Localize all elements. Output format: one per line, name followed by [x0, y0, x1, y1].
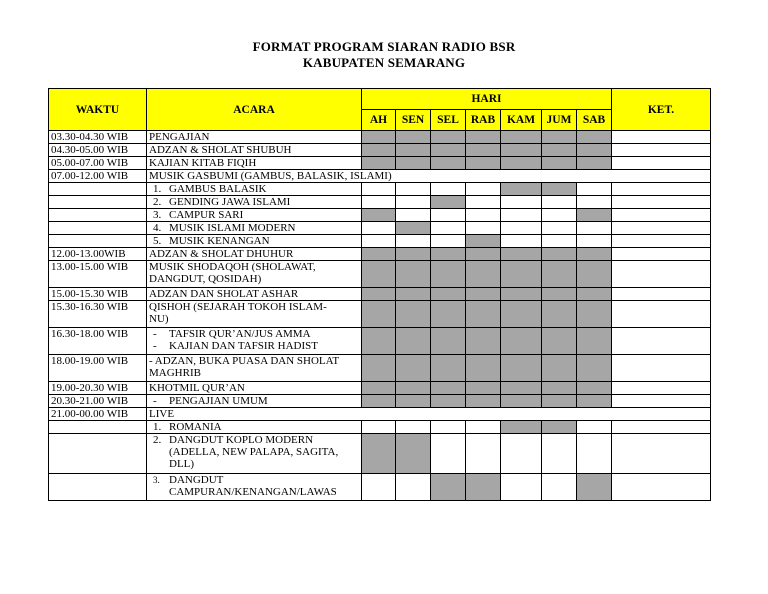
table-row — [49, 183, 711, 196]
day-cell-ah — [362, 355, 396, 382]
item-number: 1. — [153, 421, 162, 433]
time-cell — [49, 474, 147, 501]
program-text: MUSIK ISLAMI MODERN — [169, 222, 296, 234]
day-cell-jum — [542, 157, 577, 170]
day-cell-ah — [362, 434, 396, 474]
day-cell-sen — [396, 209, 431, 222]
day-cell-sel — [431, 395, 466, 408]
program-cell — [147, 382, 362, 395]
time-cell: 04.30-05.00 WIB — [49, 144, 147, 157]
day-cell-sab — [577, 235, 612, 248]
day-cell-jum — [542, 235, 577, 248]
program-text: NU) — [149, 313, 169, 325]
program-line — [149, 355, 359, 367]
day-cell-kam — [501, 209, 542, 222]
program-line — [149, 235, 359, 247]
header-day-sen: SEN — [396, 110, 431, 131]
document-subtitle: KABUPATEN SEMARANG — [302, 55, 466, 70]
day-cell-jum — [542, 196, 577, 209]
day-cell-rab — [466, 222, 501, 235]
table-row — [49, 328, 711, 355]
table-row — [49, 248, 711, 261]
day-cell-ah — [362, 474, 396, 501]
day-cell-jum — [542, 222, 577, 235]
program-line — [149, 144, 359, 156]
table-row — [49, 222, 711, 235]
day-cell-sen — [396, 157, 431, 170]
table-row — [49, 301, 711, 328]
table-row — [49, 408, 711, 421]
day-cell-rab — [466, 395, 501, 408]
day-cell-jum — [542, 288, 577, 301]
day-cell-rab — [466, 382, 501, 395]
day-cell-sel — [431, 144, 466, 157]
day-cell-sel — [431, 328, 466, 355]
program-text: MUSIK SHODAQOH (SHOLAWAT, — [149, 261, 316, 273]
time-cell — [49, 421, 147, 434]
day-cell-ah — [362, 196, 396, 209]
day-cell-sab — [577, 434, 612, 474]
day-cell-kam — [501, 355, 542, 382]
day-cell-sel — [431, 209, 466, 222]
program-text: KHOTMIL QUR’AN — [149, 382, 245, 394]
day-cell-sel — [431, 131, 466, 144]
program-cell — [147, 183, 362, 196]
day-cell-sel — [431, 235, 466, 248]
program-cell — [147, 474, 362, 501]
ket-cell — [612, 183, 711, 196]
ket-cell — [612, 144, 711, 157]
day-cell-ah — [362, 301, 396, 328]
day-cell-rab — [466, 355, 501, 382]
day-cell-sel — [431, 301, 466, 328]
day-cell-sen — [396, 355, 431, 382]
program-text: ADZAN & SHOLAT SHUBUH — [149, 144, 292, 156]
program-line — [149, 222, 359, 234]
day-cell-ah — [362, 382, 396, 395]
day-cell-sel — [431, 421, 466, 434]
program-line — [149, 474, 359, 486]
ket-cell — [612, 288, 711, 301]
program-text: MUSIK KENANGAN — [169, 235, 270, 247]
program-text: DANGDUT KOPLO MODERN — [169, 434, 314, 446]
day-cell-sab — [577, 421, 612, 434]
day-cell-sel — [431, 382, 466, 395]
day-cell-sab — [577, 144, 612, 157]
program-line — [149, 196, 359, 208]
day-cell-kam — [501, 131, 542, 144]
program-line — [149, 313, 359, 325]
day-cell-jum — [542, 434, 577, 474]
program-text: ADZAN DAN SHOLAT ASHAR — [149, 288, 299, 300]
ket-cell — [612, 196, 711, 209]
day-cell-sab — [577, 131, 612, 144]
time-cell: 13.00-15.00 WIB — [49, 261, 147, 288]
day-cell-sab — [577, 222, 612, 235]
time-cell: 03.30-04.30 WIB — [49, 131, 147, 144]
day-cell-kam — [501, 157, 542, 170]
day-cell-sen — [396, 131, 431, 144]
item-number: 2. — [153, 434, 162, 446]
ket-cell — [612, 261, 711, 288]
program-text: GENDING JAWA ISLAMI — [169, 196, 291, 208]
program-line — [149, 421, 359, 433]
day-cell-kam — [501, 474, 542, 501]
day-cell-kam — [501, 261, 542, 288]
program-cell — [147, 288, 362, 301]
day-cell-rab — [466, 157, 501, 170]
day-cell-kam — [501, 421, 542, 434]
day-cell-sab — [577, 209, 612, 222]
day-cell-rab — [466, 144, 501, 157]
day-cell-sel — [431, 434, 466, 474]
item-number: 2. — [153, 196, 162, 208]
ket-cell — [612, 328, 711, 355]
day-cell-ah — [362, 235, 396, 248]
program-text: TAFSIR QUR’AN/JUS AMMA — [169, 328, 311, 340]
program-line: - PENGAJIAN UMUM — [153, 395, 268, 407]
ket-cell — [612, 382, 711, 395]
time-cell — [49, 222, 147, 235]
program-line — [149, 458, 359, 470]
day-cell-sab — [577, 395, 612, 408]
program-line — [149, 486, 359, 498]
program-text: KAJIAN DAN TAFSIR HADIST — [169, 340, 318, 352]
day-cell-kam — [501, 235, 542, 248]
day-cell-rab — [466, 131, 501, 144]
day-cell-rab — [466, 261, 501, 288]
table-row — [49, 157, 711, 170]
day-cell-ah — [362, 421, 396, 434]
table-row — [49, 235, 711, 248]
program-text: DANGDUT — [169, 474, 224, 486]
day-cell-ah — [362, 183, 396, 196]
program-text: DANGDUT, QOSIDAH) — [149, 273, 262, 285]
table-row — [49, 382, 711, 395]
program-cell — [147, 355, 362, 382]
ket-cell — [612, 355, 711, 382]
day-cell-sen — [396, 474, 431, 501]
time-cell — [49, 183, 147, 196]
day-cell-ah — [362, 328, 396, 355]
time-cell: 12.00-13.00WIB — [49, 248, 147, 261]
day-cell-rab — [466, 183, 501, 196]
day-cell-rab — [466, 434, 501, 474]
program-line — [149, 157, 359, 169]
day-cell-ah — [362, 209, 396, 222]
program-cell — [147, 395, 362, 408]
ket-cell — [612, 248, 711, 261]
day-cell-ah — [362, 157, 396, 170]
program-line — [149, 446, 359, 458]
program-cell — [147, 421, 362, 434]
header-day-rab: RAB — [466, 110, 501, 131]
program-line — [149, 131, 359, 143]
table-row — [49, 421, 711, 434]
time-cell: 15.00-15.30 WIB — [49, 288, 147, 301]
table-row — [49, 144, 711, 157]
day-cell-sab — [577, 261, 612, 288]
table-row — [49, 170, 711, 183]
item-number: 4. — [153, 222, 162, 234]
program-line — [149, 273, 359, 285]
day-cell-sel — [431, 183, 466, 196]
day-cell-sel — [431, 355, 466, 382]
program-text: KAJIAN KITAB FIQIH — [149, 157, 257, 169]
time-cell: 05.00-07.00 WIB — [49, 157, 147, 170]
day-cell-kam — [501, 382, 542, 395]
day-cell-jum — [542, 395, 577, 408]
time-cell — [49, 209, 147, 222]
day-cell-rab — [466, 301, 501, 328]
day-cell-sab — [577, 196, 612, 209]
day-cell-sel — [431, 196, 466, 209]
day-cell-rab — [466, 196, 501, 209]
day-cell-rab — [466, 474, 501, 501]
ket-cell — [612, 395, 711, 408]
day-cell-rab — [466, 288, 501, 301]
program-cell — [147, 235, 362, 248]
ket-cell — [612, 301, 711, 328]
day-cell-kam — [501, 328, 542, 355]
day-cell-sen — [396, 328, 431, 355]
table-row — [49, 434, 711, 474]
day-cell-jum — [542, 382, 577, 395]
day-cell-sel — [431, 222, 466, 235]
day-cell-sen — [396, 288, 431, 301]
day-cell-sel — [431, 157, 466, 170]
item-number: 3. — [153, 475, 160, 485]
day-cell-ah — [362, 144, 396, 157]
day-cell-sen — [396, 421, 431, 434]
program-text: MAGHRIB — [149, 367, 201, 379]
ket-cell — [612, 131, 711, 144]
ket-cell — [612, 474, 711, 501]
schedule-table — [48, 88, 711, 501]
day-cell-kam — [501, 144, 542, 157]
day-cell-rab — [466, 235, 501, 248]
header-day-kam: KAM — [501, 110, 542, 131]
program-cell — [147, 196, 362, 209]
program-line — [149, 183, 359, 195]
day-cell-kam — [501, 288, 542, 301]
ket-cell — [612, 235, 711, 248]
day-cell-sen — [396, 261, 431, 288]
program-line: - KAJIAN DAN TAFSIR HADIST — [153, 340, 318, 352]
program-text: MUSIK GASBUMI (GAMBUS, BALASIK, ISLAMI) — [149, 170, 392, 182]
program-line — [149, 288, 359, 300]
header-waktu: WAKTU — [49, 89, 147, 131]
ket-cell — [612, 222, 711, 235]
program-line — [149, 408, 708, 420]
program-line — [149, 261, 359, 273]
program-cell — [147, 209, 362, 222]
time-cell — [49, 434, 147, 474]
program-cell — [147, 434, 362, 474]
program-text: QISHOH (SEJARAH TOKOH ISLAM- — [149, 301, 327, 313]
time-cell: 18.00-19.00 WIB — [49, 355, 147, 382]
time-cell: 20.30-21.00 WIB — [49, 395, 147, 408]
program-line — [149, 382, 359, 394]
ket-cell — [612, 421, 711, 434]
time-cell — [49, 196, 147, 209]
day-cell-kam — [501, 301, 542, 328]
day-cell-kam — [501, 395, 542, 408]
program-line — [149, 248, 359, 260]
day-cell-jum — [542, 261, 577, 288]
day-cell-jum — [542, 355, 577, 382]
day-cell-rab — [466, 248, 501, 261]
day-cell-sab — [577, 328, 612, 355]
day-cell-sel — [431, 261, 466, 288]
program-cell — [147, 157, 362, 170]
day-cell-sab — [577, 288, 612, 301]
program-cell — [147, 170, 711, 183]
header-day-jum: JUM — [542, 110, 577, 131]
day-cell-sen — [396, 222, 431, 235]
item-number: 1. — [153, 183, 162, 195]
header-hari: HARI — [362, 89, 612, 110]
header-day-ah: AH — [362, 110, 396, 131]
program-text: DLL) — [169, 458, 195, 470]
day-cell-sel — [431, 474, 466, 501]
program-cell — [147, 222, 362, 235]
day-cell-kam — [501, 196, 542, 209]
program-text: ADZAN & SHOLAT DHUHUR — [149, 248, 294, 260]
ket-cell — [612, 209, 711, 222]
table-row — [49, 209, 711, 222]
table-row — [49, 261, 711, 288]
program-cell — [147, 408, 711, 421]
day-cell-kam — [501, 222, 542, 235]
day-cell-sab — [577, 248, 612, 261]
time-cell: 15.30-16.30 WIB — [49, 301, 147, 328]
day-cell-sen — [396, 434, 431, 474]
program-text: ROMANIA — [169, 421, 222, 433]
day-cell-jum — [542, 131, 577, 144]
day-cell-rab — [466, 328, 501, 355]
day-cell-jum — [542, 474, 577, 501]
table-row — [49, 196, 711, 209]
program-cell — [147, 131, 362, 144]
day-cell-sen — [396, 382, 431, 395]
day-cell-sab — [577, 474, 612, 501]
day-cell-sel — [431, 288, 466, 301]
header-acara: ACARA — [147, 89, 362, 131]
day-cell-ah — [362, 222, 396, 235]
header-ket: KET. — [612, 89, 711, 131]
program-line — [149, 367, 359, 379]
day-cell-sel — [431, 248, 466, 261]
program-text: - ADZAN, BUKA PUASA DAN SHOLAT — [149, 355, 340, 367]
table-row — [49, 288, 711, 301]
document-title: FORMAT PROGRAM SIARAN RADIO BSR — [252, 39, 516, 54]
time-cell: 21.00-00.00 WIB — [49, 408, 147, 421]
day-cell-sen — [396, 248, 431, 261]
day-cell-jum — [542, 144, 577, 157]
day-cell-sen — [396, 183, 431, 196]
time-cell: 07.00-12.00 WIB — [49, 170, 147, 183]
day-cell-sen — [396, 301, 431, 328]
day-cell-sab — [577, 157, 612, 170]
ket-cell — [612, 157, 711, 170]
program-cell — [147, 261, 362, 288]
program-text: CAMPUR SARI — [169, 209, 244, 221]
day-cell-jum — [542, 328, 577, 355]
day-cell-sen — [396, 235, 431, 248]
day-cell-kam — [501, 434, 542, 474]
program-text: PENGAJIAN UMUM — [169, 395, 268, 407]
time-cell — [49, 235, 147, 248]
program-text: GAMBUS BALASIK — [169, 183, 267, 195]
day-cell-sen — [396, 144, 431, 157]
table-row — [49, 355, 711, 382]
day-cell-kam — [501, 248, 542, 261]
program-line — [149, 209, 359, 221]
day-cell-sen — [396, 395, 431, 408]
program-text: PENGAJIAN — [149, 131, 210, 143]
program-text: LIVE — [149, 408, 175, 420]
day-cell-ah — [362, 248, 396, 261]
time-cell: 19.00-20.30 WIB — [49, 382, 147, 395]
day-cell-sab — [577, 355, 612, 382]
program-line — [149, 170, 708, 182]
day-cell-ah — [362, 261, 396, 288]
time-cell: 16.30-18.00 WIB — [49, 328, 147, 355]
program-cell — [147, 301, 362, 328]
day-cell-ah — [362, 395, 396, 408]
day-cell-sab — [577, 301, 612, 328]
day-cell-jum — [542, 248, 577, 261]
ket-cell — [612, 434, 711, 474]
day-cell-jum — [542, 209, 577, 222]
day-cell-jum — [542, 301, 577, 328]
item-number: 5. — [153, 235, 162, 247]
program-cell — [147, 248, 362, 261]
table-row — [49, 131, 711, 144]
day-cell-jum — [542, 421, 577, 434]
program-cell — [147, 328, 362, 355]
day-cell-sab — [577, 382, 612, 395]
program-cell — [147, 144, 362, 157]
table-row — [49, 474, 711, 501]
day-cell-kam — [501, 183, 542, 196]
item-number: 3. — [153, 209, 162, 221]
day-cell-sab — [577, 183, 612, 196]
day-cell-ah — [362, 288, 396, 301]
day-cell-rab — [466, 209, 501, 222]
program-text: (ADELLA, NEW PALAPA, SAGITA, — [169, 446, 339, 458]
table-row — [49, 395, 711, 408]
header-day-sel: SEL — [431, 110, 466, 131]
header-day-sab: SAB — [577, 110, 612, 131]
program-line: - TAFSIR QUR’AN/JUS AMMA — [153, 328, 311, 340]
day-cell-jum — [542, 183, 577, 196]
program-text: CAMPURAN/KENANGAN/LAWAS — [169, 486, 337, 498]
program-line — [149, 434, 359, 446]
day-cell-sen — [396, 196, 431, 209]
day-cell-rab — [466, 421, 501, 434]
program-line — [149, 301, 359, 313]
day-cell-ah — [362, 131, 396, 144]
